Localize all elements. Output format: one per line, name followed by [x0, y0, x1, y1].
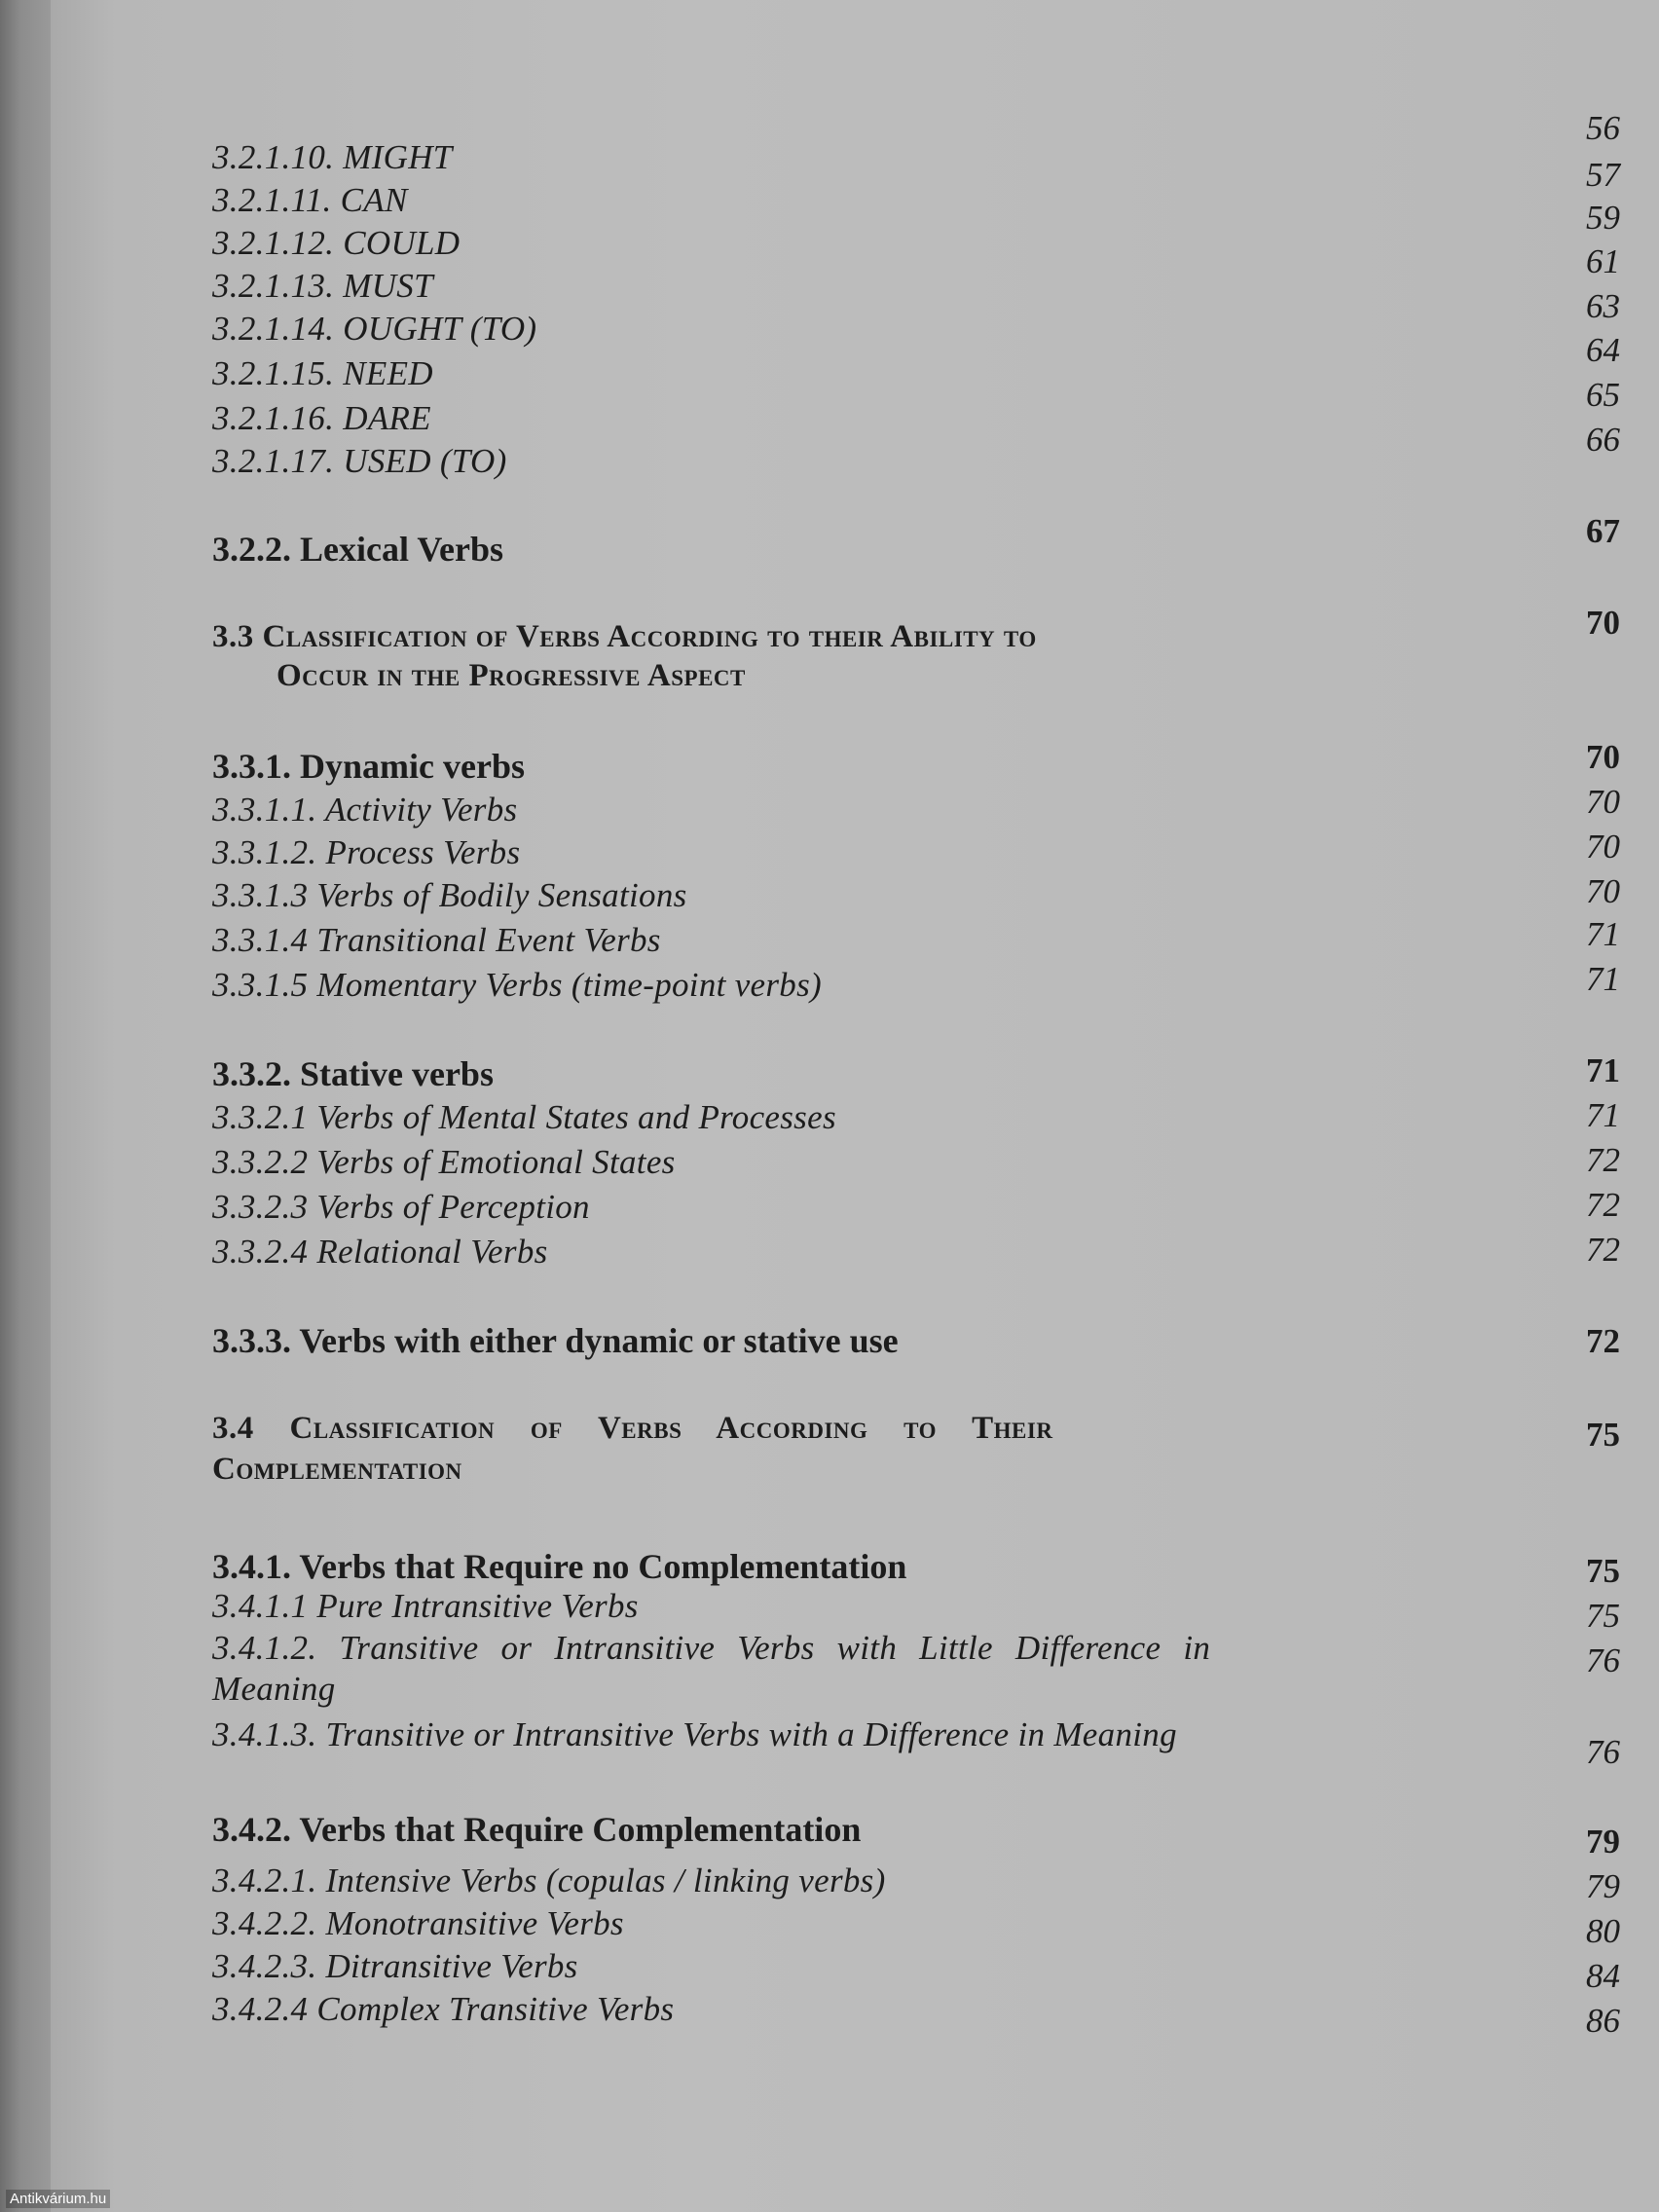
section-text: 3.3.2. Stative verbs	[212, 1054, 494, 1093]
toc-chapter-heading-cont	[276, 658, 1659, 694]
entry-text: 3.4.1.3. Transitive or Intransitive Verbs with a Difference in Meaning	[212, 1715, 1177, 1753]
toc-section	[212, 1809, 1624, 1850]
entry-text: 3.3.1.1. Activity Verbs	[212, 791, 518, 829]
page-number: 57	[1586, 156, 1620, 194]
watermark: Antikvárium.hu	[6, 2190, 110, 2208]
toc-entry	[212, 138, 1624, 177]
heading-text: 3.3 Classification of Verbs According to their Ability to	[212, 619, 1037, 654]
entry-text: 3.3.2.1 Verbs of Mental States and Processes	[212, 1098, 836, 1136]
toc-entry	[212, 1862, 1624, 1900]
page-number: 86	[1586, 2002, 1620, 2040]
heading-text: Occur in the Progressive Aspect	[276, 658, 746, 693]
page-number: 79	[1586, 1867, 1620, 1905]
entry-text: 3.3.1.5 Momentary Verbs (time-point verbs)	[212, 966, 822, 1004]
page-number: 71	[1586, 1051, 1620, 1089]
entry-text: 3.2.1.17. USED (TO)	[212, 442, 507, 480]
page-number: 71	[1586, 1096, 1620, 1134]
section-text: 3.3.3. Verbs with either dynamic or stative use	[212, 1321, 899, 1360]
toc-entry	[212, 966, 1624, 1005]
toc-entry	[212, 1990, 1624, 2029]
toc-entry	[212, 1628, 1283, 1710]
page-number: 63	[1586, 287, 1620, 325]
toc-entry	[212, 1904, 1624, 1943]
toc-entry	[212, 310, 1624, 349]
section-text: 3.4.2. Verbs that Require Complementation	[212, 1810, 862, 1849]
page-number: 79	[1586, 1823, 1620, 1861]
toc-entry	[212, 1188, 1624, 1227]
page-number: 64	[1586, 331, 1620, 369]
toc-entry	[212, 1098, 1624, 1137]
page-number: 61	[1586, 242, 1620, 280]
page-number: 72	[1586, 1141, 1620, 1179]
toc-section	[212, 746, 1624, 787]
toc-entry	[212, 267, 1624, 306]
entry-text: 3.2.1.14. OUGHT (TO)	[212, 310, 537, 348]
entry-text: 3.2.1.12. COULD	[212, 224, 461, 262]
section-text: 3.3.1. Dynamic verbs	[212, 747, 525, 786]
toc-section	[212, 1546, 1624, 1587]
toc-entry	[212, 921, 1624, 960]
page-number: 76	[1586, 1641, 1620, 1679]
entry-text: 3.2.1.15. NEED	[212, 354, 433, 392]
toc-section	[212, 529, 1624, 570]
page-number: 72	[1586, 1186, 1620, 1224]
page-number: 71	[1586, 915, 1620, 953]
entry-text: 3.3.2.2 Verbs of Emotional States	[212, 1143, 676, 1181]
toc-section	[212, 1053, 1624, 1094]
page-number: 70	[1586, 604, 1620, 642]
page-number: 71	[1586, 960, 1620, 998]
page-number: 67	[1586, 512, 1620, 550]
page-number: 75	[1586, 1416, 1620, 1454]
page-number: 65	[1586, 376, 1620, 414]
entry-text: 3.3.1.3 Verbs of Bodily Sensations	[212, 876, 687, 914]
toc-entry	[212, 876, 1624, 915]
toc-entry	[212, 1143, 1624, 1182]
page-number: 70	[1586, 783, 1620, 821]
page-number: 75	[1586, 1597, 1620, 1635]
toc-section	[212, 1320, 1624, 1361]
page-number: 76	[1586, 1733, 1620, 1771]
section-text: 3.4.1. Verbs that Require no Complementation	[212, 1547, 907, 1586]
entry-text: 3.2.1.16. DARE	[212, 399, 431, 437]
toc-chapter-heading	[212, 619, 1624, 655]
toc-chapter-heading	[212, 1408, 1283, 1490]
page-number: 56	[1586, 109, 1620, 147]
entry-text: 3.3.1.4 Transitional Event Verbs	[212, 921, 661, 959]
entry-text: 3.2.1.10. MIGHT	[212, 138, 453, 176]
toc-entry	[212, 1587, 1624, 1626]
page-number: 72	[1586, 1322, 1620, 1360]
entry-text: 3.3.2.4 Relational Verbs	[212, 1233, 548, 1271]
entry-text: 3.4.2.4 Complex Transitive Verbs	[212, 1990, 675, 2028]
toc-entry	[212, 399, 1624, 438]
entry-text: 3.4.1.2. Transitive or Intransitive Verbs with Little Difference in Meaning	[212, 1629, 1211, 1708]
toc-entry	[212, 1715, 1624, 1754]
toc-entry	[212, 1233, 1624, 1272]
page-number: 72	[1586, 1231, 1620, 1269]
entry-text: 3.4.2.3. Ditransitive Verbs	[212, 1947, 578, 1985]
toc-entry	[212, 1947, 1624, 1986]
entry-text: 3.4.2.2. Monotransitive Verbs	[212, 1904, 624, 1942]
toc-entry	[212, 354, 1624, 393]
entry-text: 3.3.1.2. Process Verbs	[212, 833, 521, 871]
toc-entry	[212, 791, 1624, 830]
heading-text: 3.4 Classification of Verbs According to Their Complementation	[212, 1411, 1053, 1487]
entry-text: 3.4.2.1. Intensive Verbs (copulas / linking verbs)	[212, 1862, 886, 1899]
toc-entry	[212, 181, 1624, 220]
page-number: 59	[1586, 199, 1620, 237]
page-number: 80	[1586, 1912, 1620, 1950]
toc-entry	[212, 833, 1624, 872]
entry-text: 3.4.1.1 Pure Intransitive Verbs	[212, 1587, 639, 1625]
page-number: 66	[1586, 421, 1620, 459]
entry-text: 3.2.1.11. CAN	[212, 181, 408, 219]
page-number: 70	[1586, 828, 1620, 866]
entry-text: 3.3.2.3 Verbs of Perception	[212, 1188, 590, 1226]
page-number: 84	[1586, 1957, 1620, 1995]
entry-text: 3.2.1.13. MUST	[212, 267, 433, 305]
page-number: 70	[1586, 872, 1620, 910]
toc-entry	[212, 224, 1624, 263]
page-number: 70	[1586, 738, 1620, 776]
toc-entry	[212, 442, 1624, 481]
section-text: 3.2.2. Lexical Verbs	[212, 530, 504, 569]
page-number: 75	[1586, 1552, 1620, 1590]
